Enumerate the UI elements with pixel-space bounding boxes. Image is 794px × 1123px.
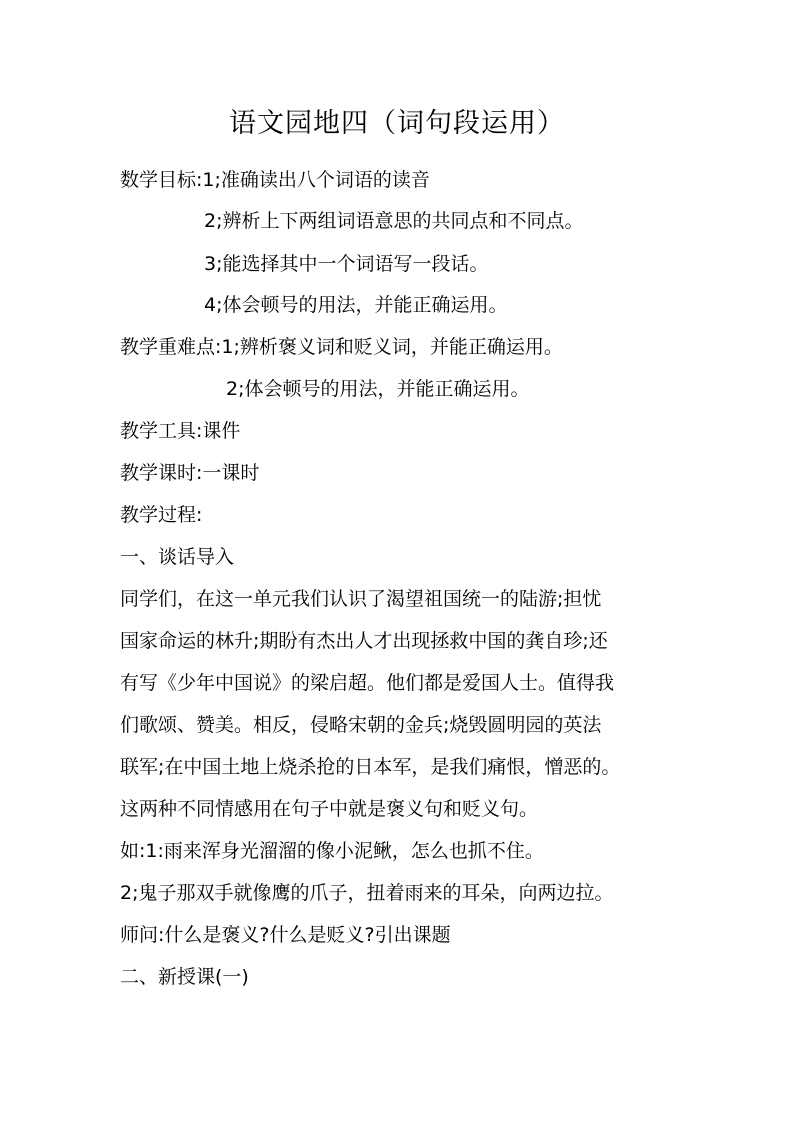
paragraph-line-6: 这两种不同情感用在句子中就是褒义句和贬义句。 — [120, 798, 539, 820]
paragraph-line-1: 同学们，在这一单元我们认识了渴望祖国统一的陆游;担忧 — [120, 588, 602, 610]
section-heading-2: 二、新授课(一) — [120, 966, 249, 988]
paragraph-line-5: 联军;在中国土地上烧杀抢的日本军，是我们痛恨，憎恶的。 — [120, 756, 621, 778]
objective-line-4: 4;体会顿号的用法，并能正确运用。 — [204, 294, 508, 316]
key-difficulty-line-2: 2;体会顿号的用法，并能正确运用。 — [226, 378, 530, 400]
paragraph-line-2: 国家命运的林升;期盼有杰出人才出现拯救中国的龚自珍;还 — [120, 630, 608, 652]
page-title: 语文园地四（词句段运用） — [229, 108, 565, 139]
teacher-question: 师问:什么是褒义?什么是贬义?引出课题 — [120, 924, 451, 946]
key-difficulty-line-1: 教学重难点:1;辨析褒义词和贬义词，并能正确运用。 — [120, 336, 563, 358]
example-line-2: 2;鬼子那双手就像鹰的爪子，扭着雨来的耳朵，向两边拉。 — [120, 882, 614, 904]
paragraph-line-4: 们歌颂、赞美。相反，侵略宋朝的金兵;烧毁圆明园的英法 — [120, 714, 602, 736]
teaching-tools: 教学工具:课件 — [120, 420, 241, 442]
teaching-hours: 教学课时:一课时 — [120, 462, 260, 484]
objective-line-1: 数学目标:1;准确读出八个词语的读音 — [120, 169, 430, 191]
objective-line-3: 3;能选择其中一个词语写一段话。 — [204, 253, 489, 275]
paragraph-line-3: 有写《少年中国说》的梁启超。他们都是爱国人士。值得我 — [120, 672, 615, 694]
objective-line-2: 2;辨析上下两组词语意思的共同点和不同点。 — [204, 210, 584, 232]
teaching-process-heading: 教学过程: — [120, 504, 203, 526]
example-line-1: 如:1:雨来浑身光溜溜的像小泥鳅，怎么也抓不住。 — [120, 840, 544, 862]
section-heading-1: 一、谈话导入 — [120, 546, 235, 568]
